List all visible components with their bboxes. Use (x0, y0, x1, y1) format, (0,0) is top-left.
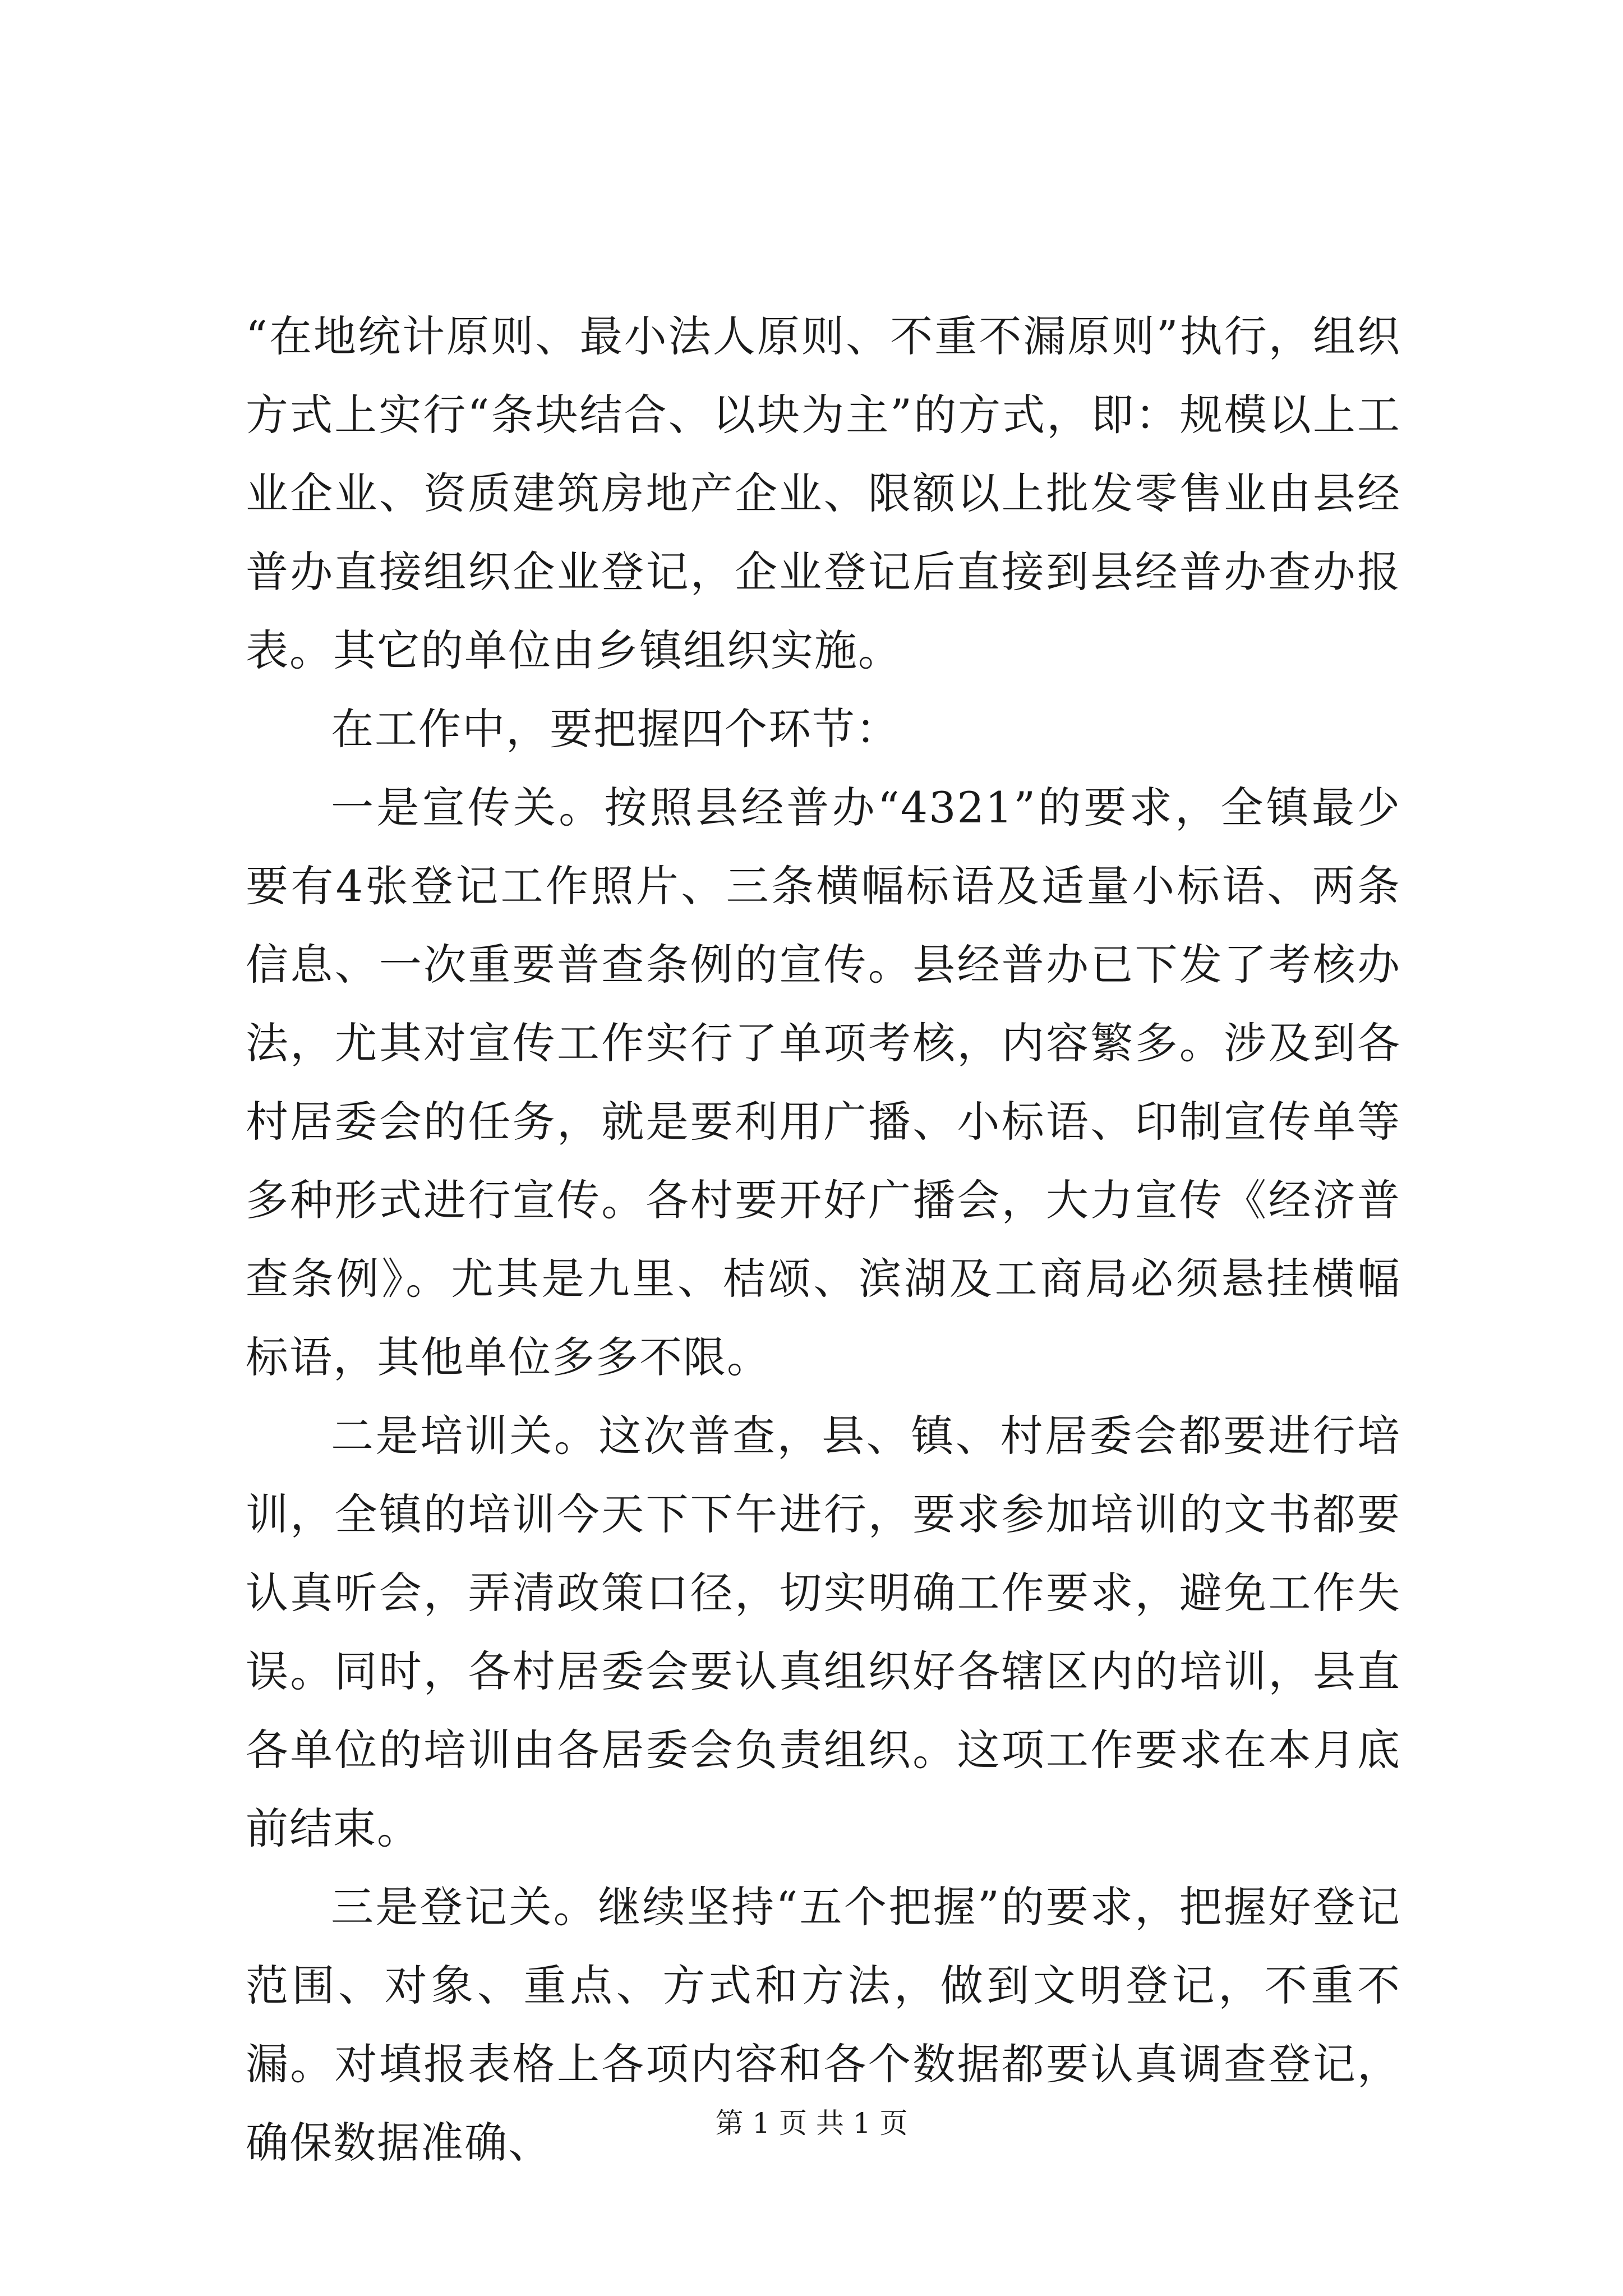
paragraph-4: 二是培训关。这次普查，县、镇、村居委会都要进行培训，全镇的培训今天下下午进行，要求参加培训的文书都要认真听会，弄清政策口径，切实明确工作要求，避免工作失误。同时，各村居委会要认真组织好各辖区内的培训，县直各单位的培训由各居委会负责组织。这项工作要求在本月底前结束。 (246, 1411, 1401, 1853)
paragraph-2: 在工作中，要把握四个环节： (331, 704, 900, 754)
paragraph-3: 一是宣传关。按照县经普办“4321”的要求，全镇最少要有4张登记工作照片、三条横幅标语及适量小标语、两条信息、一次重要普查条例的宣传。县经普办已下发了考核办法，尤其对宣传工作实行了单项考核，内容繁多。涉及到各村居委会的任务，就是要利用广播、小标语、印制宣传单等多种形式进行宣传。各村要开好广播会，大力宣传《经济普查条例》。尤其是九里、桔颂、滨湖及工商局必须悬挂横幅标语，其他单位多多不限。 (246, 783, 1401, 1382)
document-body (246, 297, 1401, 2182)
paragraph-5: 三是登记关。继续坚持“五个把握”的要求，把握好登记范围、对象、重点、方式和方法，做到文明登记，不重不漏。对填报表格上各项内容和各个数据都要认真调查登记，确保数据准确、 (246, 1882, 1401, 2168)
page-footer: 第 1 页 共 1 页 (715, 2107, 908, 2139)
paragraph-1: “在地统计原则、最小法人原则、不重不漏原则”执行，组织方式上实行“条块结合、以块为主”的方式，即：规模以上工业企业、资质建筑房地产企业、限额以上批发零售业由县经普办直接组织企业登记，企业登记后直接到县经普办查办报表。其它的单位由乡镇组织实施。 (246, 311, 1401, 675)
